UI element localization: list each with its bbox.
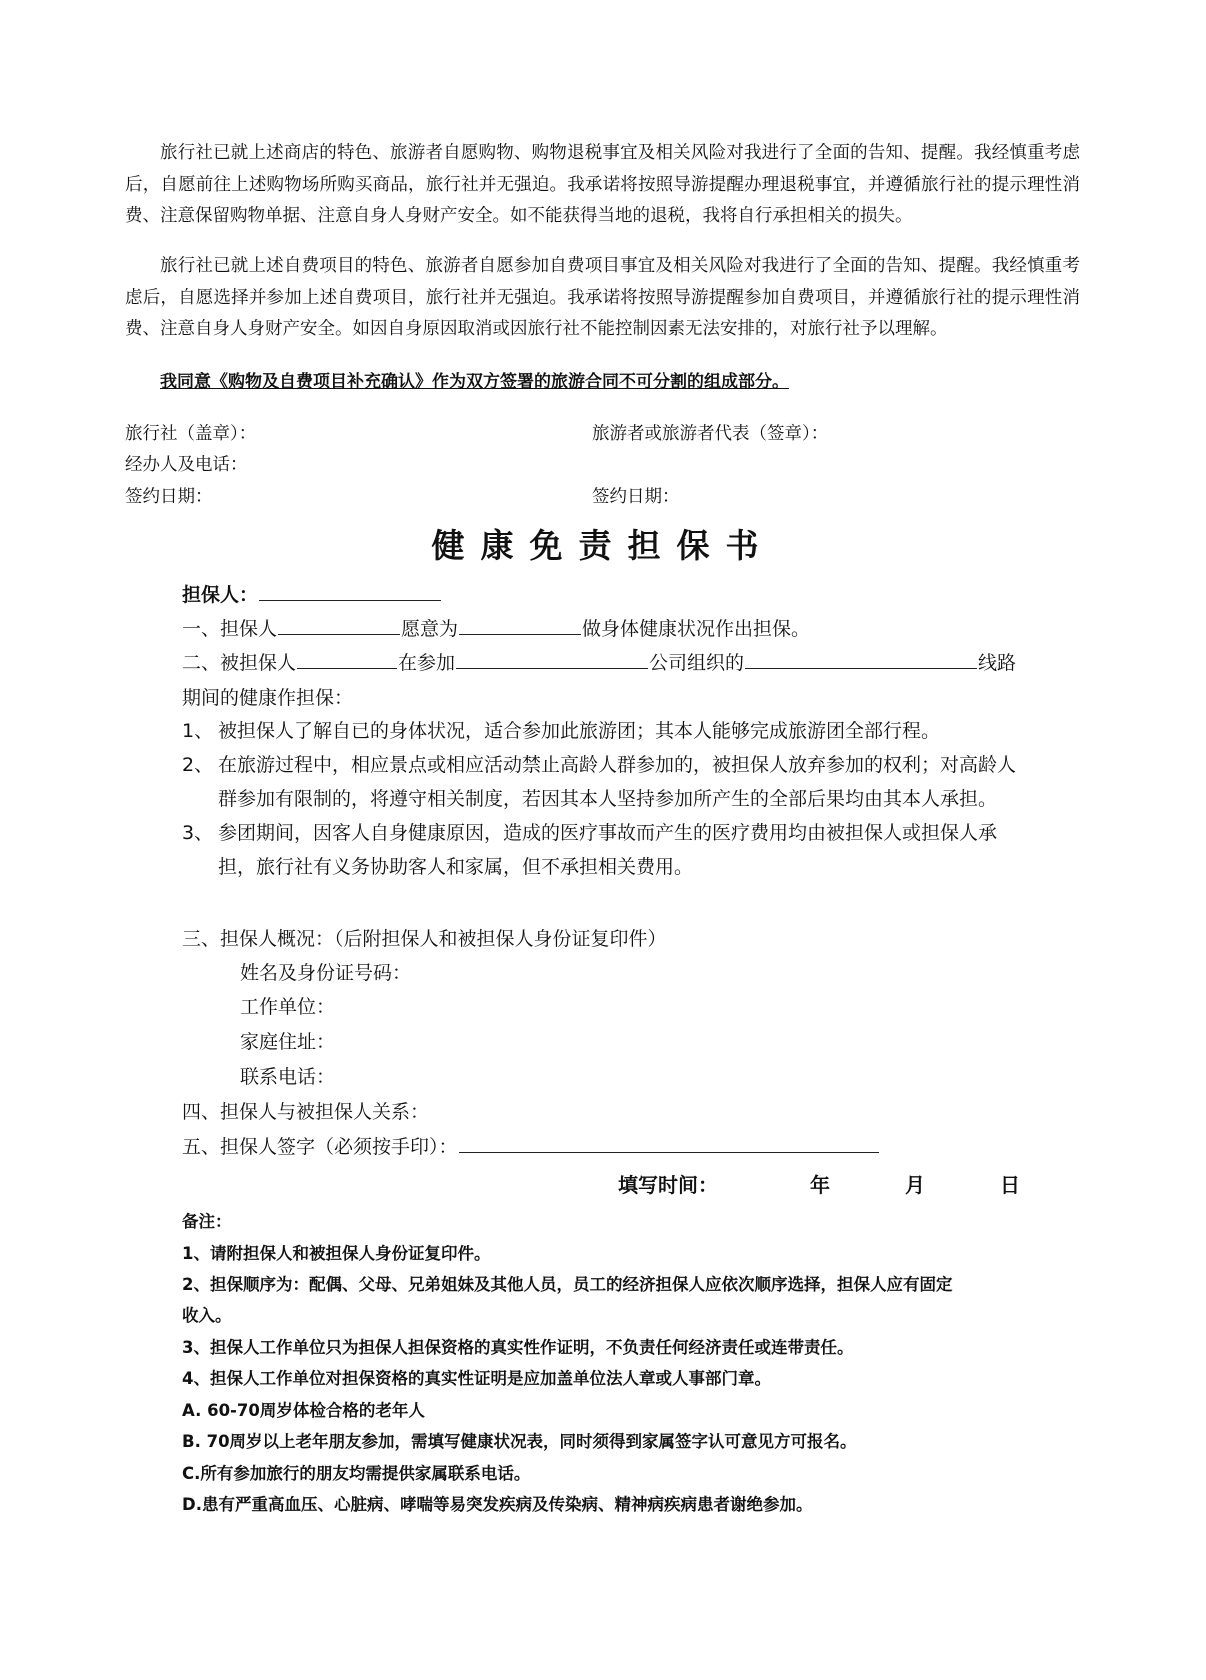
item-one-text-b: 愿意为 <box>401 618 459 640</box>
item-two-blank-insured[interactable] <box>297 667 397 669</box>
shopping-confirmation-paragraph: 旅行社已就上述商店的特色、旅游者自愿购物、购物退税事宜及相关风险对我进行了全面的告知、提醒。我经慎重考虑后，自愿前往上述购物场所购买商品，旅行社并无强迫。我承诺将按照导游提醒办理退税事宜，并遵循旅行社的提示理性消费、注意保留购物单据、注意自身人身财产安全。如不能获得当地的退税，我将自行承担相关的损失。 <box>125 143 1080 226</box>
sign-date-right: 签约日期： <box>592 487 680 507</box>
item-two-text-d: 线路 <box>978 652 1017 674</box>
guarantor-blank[interactable] <box>259 599 441 601</box>
clause-text: 被担保人了解自已的身体状况，适合参加此旅游团；其本人能够完成旅游团全部行程。 <box>218 720 941 742</box>
item-one-text-a: 一、担保人 <box>182 618 278 640</box>
item-two-blank-route[interactable] <box>745 667 977 669</box>
clause-number: 3、 <box>182 822 214 844</box>
agency-seal-label: 旅行社（盖章）： <box>125 424 257 444</box>
remark-d: D.患有严重高血压、心脏病、哮喘等易突发疾病及传染病、精神病疾病患者谢绝参加。 <box>182 1495 813 1514</box>
clause-3 <box>182 816 1027 884</box>
item-one-text-c: 做身体健康状况作出担保。 <box>582 618 811 640</box>
item-five-text: 五、担保人签字（必须按手印）： <box>182 1136 458 1158</box>
guarantor-line <box>182 580 442 607</box>
guarantee-title: 健康免责担保书 <box>431 526 775 565</box>
profile-name-id: 姓名及身份证号码： <box>240 962 412 984</box>
item-one-blank-guarantor[interactable] <box>278 633 400 635</box>
item-one-blank-insured[interactable] <box>459 633 581 635</box>
remark-c: C.所有参加旅行的朋友均需提供家属联系电话。 <box>182 1464 531 1483</box>
profile-workplace: 工作单位： <box>240 996 336 1018</box>
item-two-text-a: 二、被担保人 <box>182 652 297 674</box>
remark-2-continued: 收入。 <box>182 1306 232 1325</box>
remark-4: 4、担保人工作单位对担保资格的真实性证明是应加盖单位法人章或人事部门章。 <box>182 1369 771 1388</box>
clause-1 <box>182 714 1027 748</box>
fill-month-label: 月 <box>905 1173 925 1197</box>
optional-items-paragraph: 旅行社已就上述自费项目的特色、旅游者自愿参加自费项目事宜及相关风险对我进行了全面的告知、提醒。我经慎重考虑后，自愿选择并参加上述自费项目，旅行社并无强迫。我承诺将按照导游提醒参加自费项目，并遵循旅行社的提示理性消费、注意自身人身财产安全。如因自身原因取消或因旅行社不能控制因素无法安排的，对旅行社予以理解。 <box>125 256 1080 339</box>
guarantor-label: 担保人： <box>182 584 259 606</box>
remark-a: A. 60-70周岁体检合格的老年人 <box>182 1401 425 1420</box>
clause-number: 2、 <box>182 754 214 776</box>
clause-2 <box>182 748 1027 816</box>
item-three: 三、担保人概况：（后附担保人和被担保人身份证复印件） <box>182 928 667 950</box>
item-one <box>182 614 810 641</box>
item-four: 四、担保人与被担保人关系： <box>182 1101 430 1123</box>
item-two-blank-company[interactable] <box>456 667 648 669</box>
remark-2: 2、担保顺序为：配偶、父母、兄弟姐妹及其他人员，员工的经济担保人应依次顺序选择，担保人应有固定 <box>182 1275 953 1294</box>
tourist-sign-label: 旅游者或旅游者代表（签章）： <box>592 424 829 444</box>
handler-phone-label: 经办人及电话： <box>125 455 248 475</box>
clause-number: 1、 <box>182 720 214 742</box>
guarantor-signature-blank[interactable] <box>459 1151 879 1153</box>
item-two-continuation: 期间的健康作担保： <box>182 687 354 709</box>
clause-text: 参团期间，因客人自身健康原因，造成的医疗事故而产生的医疗费用均由被担保人或担保人承担，旅行社有义务协助客人和家属，但不承担相关费用。 <box>218 822 998 878</box>
profile-address: 家庭住址： <box>240 1031 336 1053</box>
fill-year-label: 年 <box>810 1173 830 1197</box>
remarks-label: 备注： <box>182 1212 232 1231</box>
item-two-text-c: 公司组织的 <box>649 652 745 674</box>
profile-phone: 联系电话： <box>240 1066 336 1088</box>
remark-1: 1、请附担保人和被担保人身份证复印件。 <box>182 1244 491 1263</box>
remark-b: B. 70周岁以上老年朋友参加，需填写健康状况表，同时须得到家属签字认可意见方可报名。 <box>182 1432 857 1451</box>
agreement-statement: 我同意《购物及自费项目补充确认》作为双方签署的旅游合同不可分割的组成部分。 <box>160 372 789 392</box>
item-two-text-b: 在参加 <box>398 652 456 674</box>
clause-text: 在旅游过程中，相应景点或相应活动禁止高龄人群参加的，被担保人放弃参加的权利；对高龄人群参加有限制的，将遵守相关制度，若因其本人坚持参加所产生的全部后果均由其本人承担。 <box>218 754 1017 810</box>
guarantee-clauses <box>182 714 1027 884</box>
remark-3: 3、担保人工作单位只为担保人担保资格的真实性作证明，不负责任何经济责任或连带责任。 <box>182 1338 854 1357</box>
item-two <box>182 648 1016 675</box>
fill-time-label: 填写时间： <box>618 1173 718 1197</box>
sign-date-left: 签约日期： <box>125 487 213 507</box>
fill-day-label: 日 <box>1000 1173 1020 1197</box>
item-five <box>182 1132 880 1159</box>
